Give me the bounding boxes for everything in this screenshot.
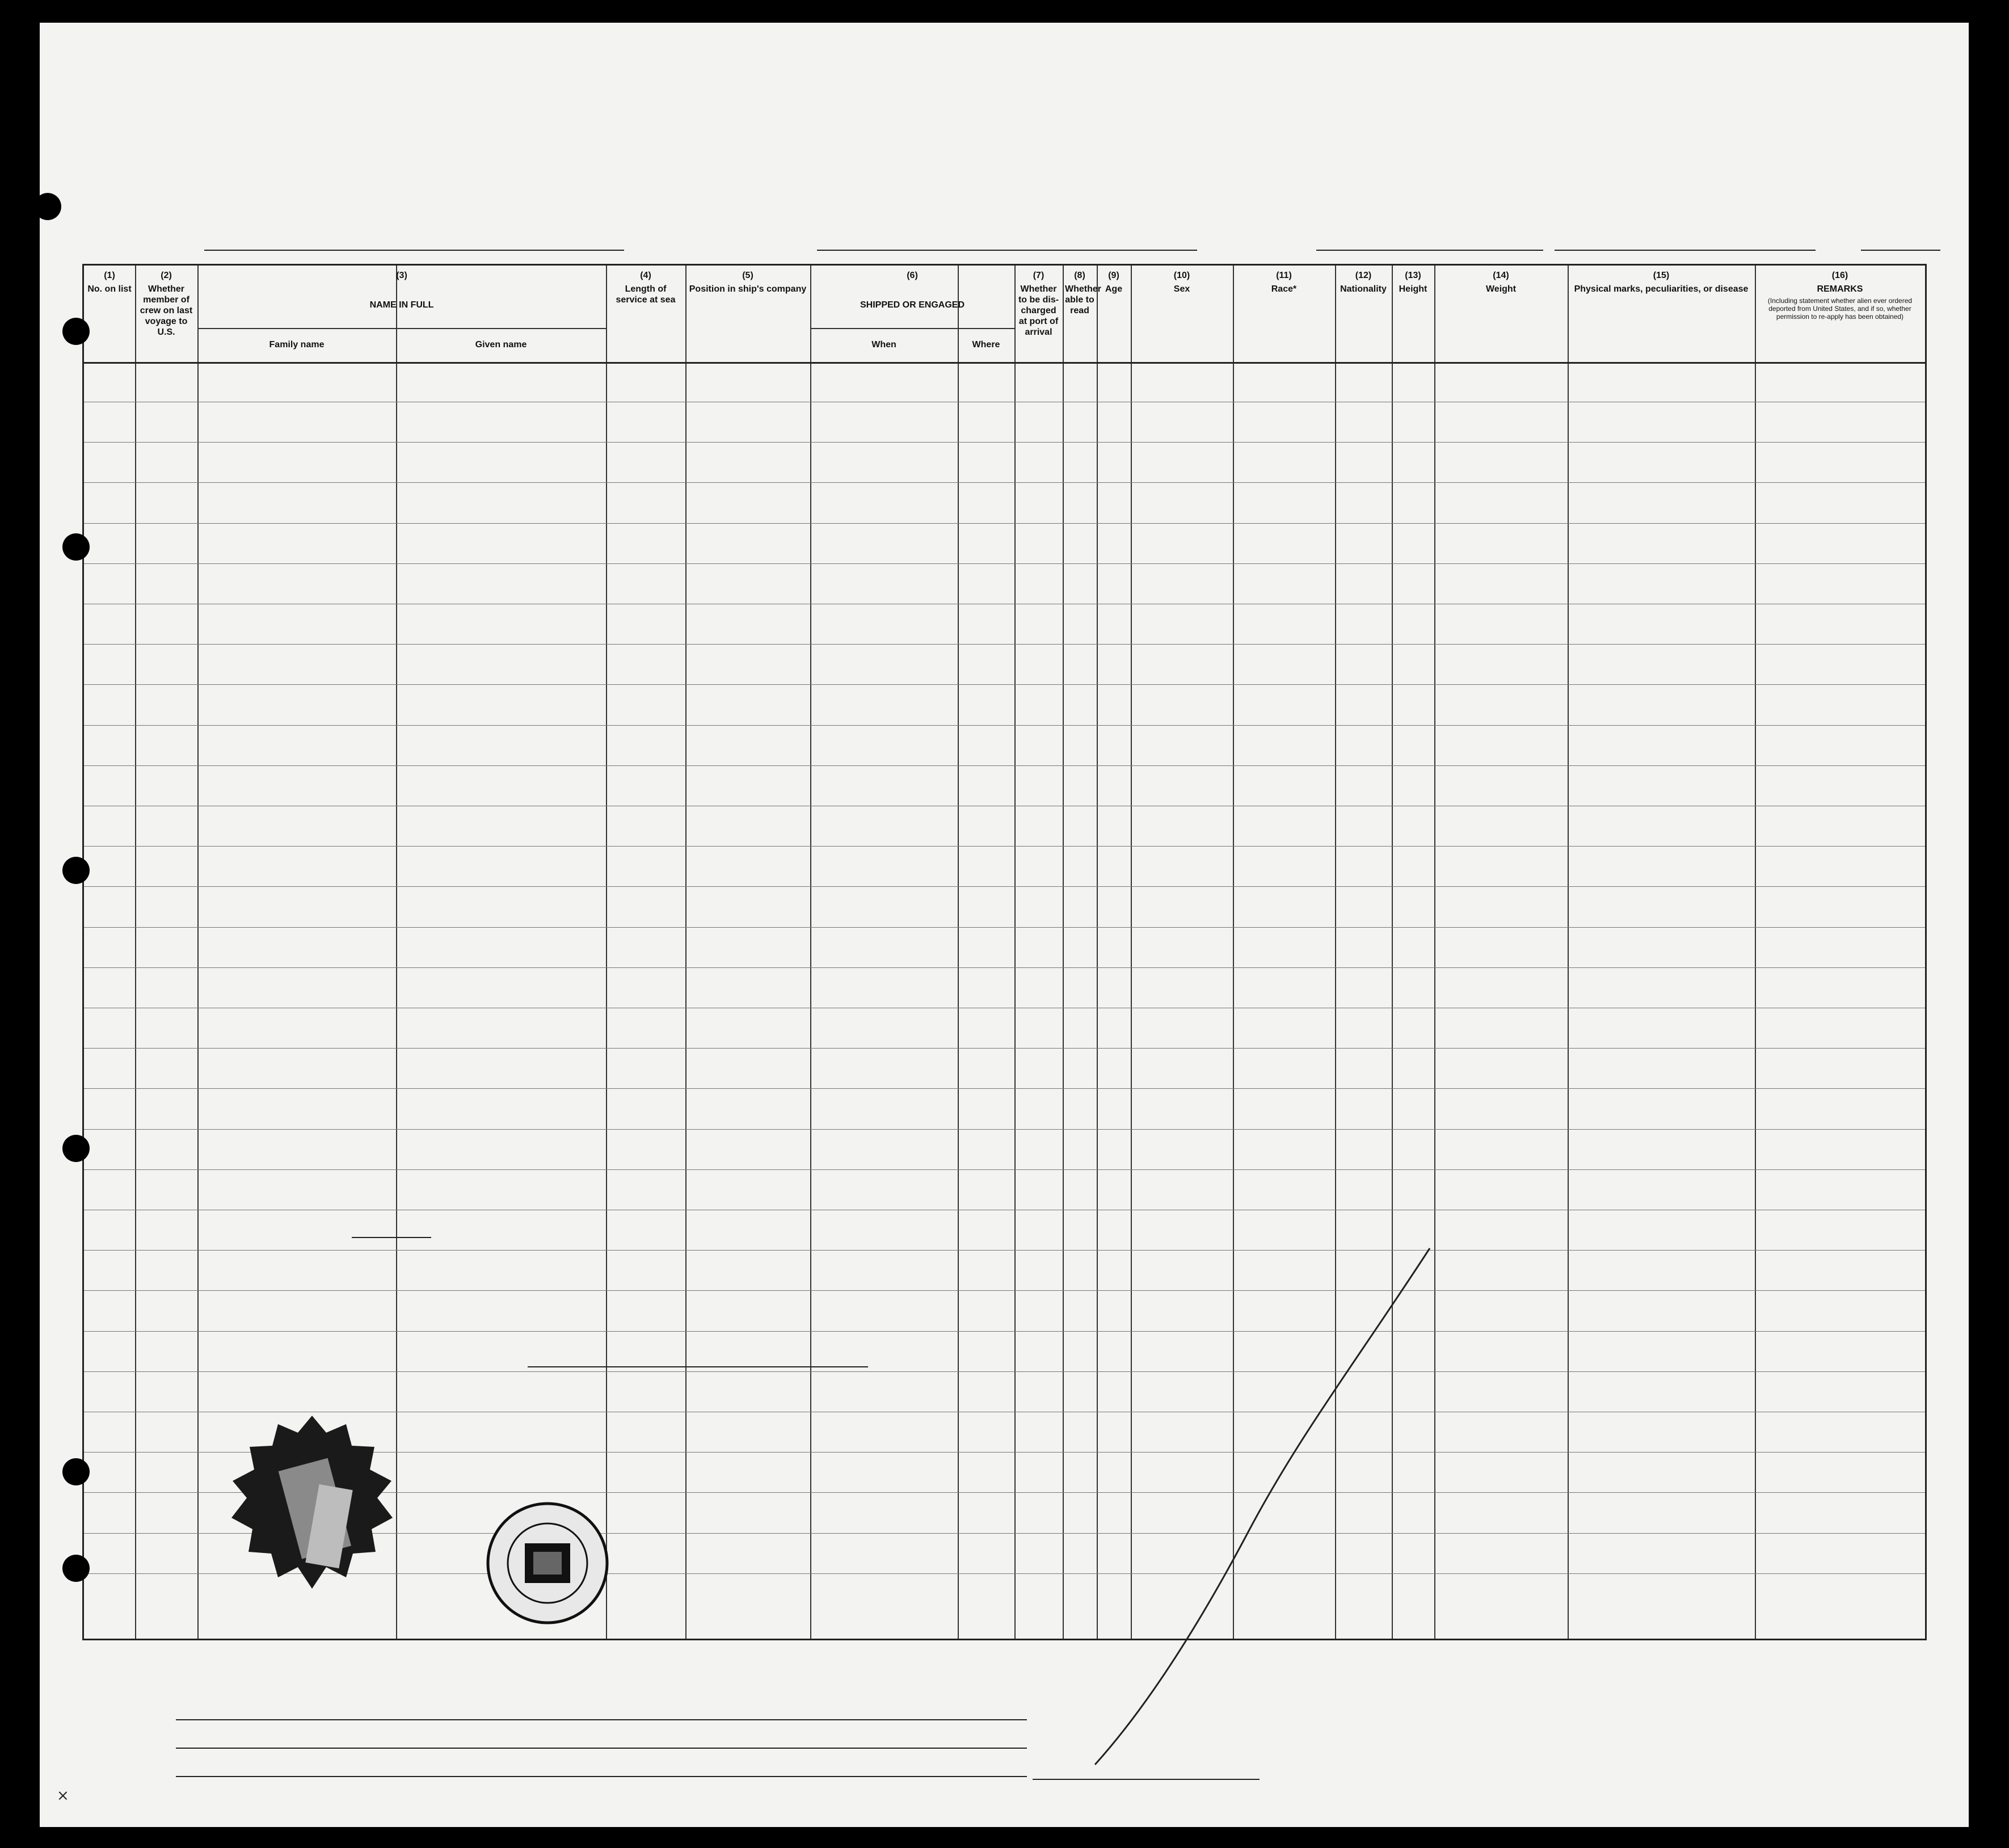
row-divider: [84, 442, 1925, 443]
column-header: Race*: [1271, 284, 1297, 294]
column-divider: [685, 266, 686, 1639]
column-header: Nationality: [1340, 284, 1387, 294]
column-divider: [135, 266, 136, 1639]
header-divider: [84, 362, 1925, 364]
column-number: (13): [1405, 271, 1421, 280]
column-number: (9): [1108, 271, 1119, 280]
row-divider: [84, 1048, 1925, 1049]
column-number: (5): [742, 271, 753, 280]
row-divider: [84, 886, 1925, 887]
wax-seal-icon: [227, 1413, 397, 1600]
row-divider: [84, 1088, 1925, 1089]
row-divider: [84, 967, 1925, 968]
diagonal-pen-stroke: [1061, 1237, 1458, 1770]
column-subheader: Given name: [475, 340, 527, 350]
column-header: Weight: [1485, 284, 1517, 294]
row-divider: [84, 927, 1925, 928]
row-divider: [84, 1250, 1925, 1251]
crew-count: [352, 1237, 431, 1238]
row-divider: [84, 1129, 1925, 1130]
row-divider: [84, 482, 1925, 483]
row-divider: [84, 1331, 1925, 1332]
column-divider: [958, 266, 959, 1639]
column-subheader: Family name: [269, 340, 325, 350]
column-header: Physical marks, peculiarities, or disease: [1574, 284, 1749, 294]
row-divider: [84, 1169, 1925, 1170]
footnote-mark: ×: [57, 1787, 69, 1804]
column-note: (Including statement whether alien ever ordered deported from United States, and if so, whether permission to re-apply has been obtained): [1767, 297, 1913, 321]
column-header: Length of service at sea: [616, 284, 676, 305]
column-header: Position in ship's company: [689, 284, 807, 294]
column-number: (16): [1831, 271, 1848, 280]
row-divider: [84, 684, 1925, 685]
column-header: Whether to be dis-charged at port of arrival: [1018, 284, 1059, 337]
vessel-line: [96, 221, 1923, 255]
sheet-number: [1918, 71, 1923, 96]
punch-hole: [62, 1135, 90, 1162]
column-number: (6): [907, 271, 918, 280]
punch-hole: [62, 318, 90, 345]
punch-hole: [62, 533, 90, 561]
consulate-seal-icon: [482, 1498, 613, 1628]
column-header: REMARKS: [1817, 284, 1863, 294]
column-number: (10): [1173, 271, 1190, 280]
column-divider: [1014, 266, 1016, 1639]
column-number: (14): [1493, 271, 1509, 280]
punch-hole: [34, 193, 61, 220]
footnote: [57, 1787, 69, 1804]
punch-hole: [62, 1458, 90, 1485]
column-number: (8): [1074, 271, 1085, 280]
column-header: Height: [1399, 284, 1427, 294]
column-number: (7): [1033, 271, 1044, 280]
column-header: Whether member of crew on last voyage to U.S.: [140, 284, 193, 337]
column-number: (2): [161, 271, 172, 280]
column-number: (12): [1355, 271, 1372, 280]
row-divider: [84, 644, 1925, 645]
column-header: No. on list: [87, 284, 132, 294]
row-divider: [84, 563, 1925, 564]
column-subheader: Where: [972, 340, 1000, 350]
punch-hole: [62, 1555, 90, 1582]
column-header: Sex: [1173, 284, 1190, 294]
punch-hole: [62, 857, 90, 884]
manifest-sheet: [40, 23, 1969, 1827]
row-divider: [84, 765, 1925, 766]
column-divider: [606, 266, 607, 1639]
column-number: (11): [1276, 271, 1292, 280]
row-divider: [84, 846, 1925, 847]
column-header: Age: [1105, 284, 1123, 294]
column-header: NAME IN FULL: [369, 300, 434, 310]
list-statement: [352, 1217, 431, 1245]
row-divider: [84, 725, 1925, 726]
column-divider: [197, 266, 199, 1639]
column-header: Whether able to read: [1065, 284, 1101, 315]
column-divider: [810, 266, 811, 1639]
column-number: (1): [104, 271, 115, 280]
column-header: SHIPPED OR ENGAGED: [860, 300, 965, 310]
row-divider: [84, 1371, 1925, 1372]
column-divider: [1755, 266, 1756, 1639]
row-divider: [84, 1290, 1925, 1291]
column-divider: [1568, 266, 1569, 1639]
column-number: (15): [1653, 271, 1670, 280]
column-number: (4): [640, 271, 651, 280]
column-subheader: When: [871, 340, 896, 350]
column-number: (3): [396, 271, 407, 280]
row-divider: [84, 523, 1925, 524]
